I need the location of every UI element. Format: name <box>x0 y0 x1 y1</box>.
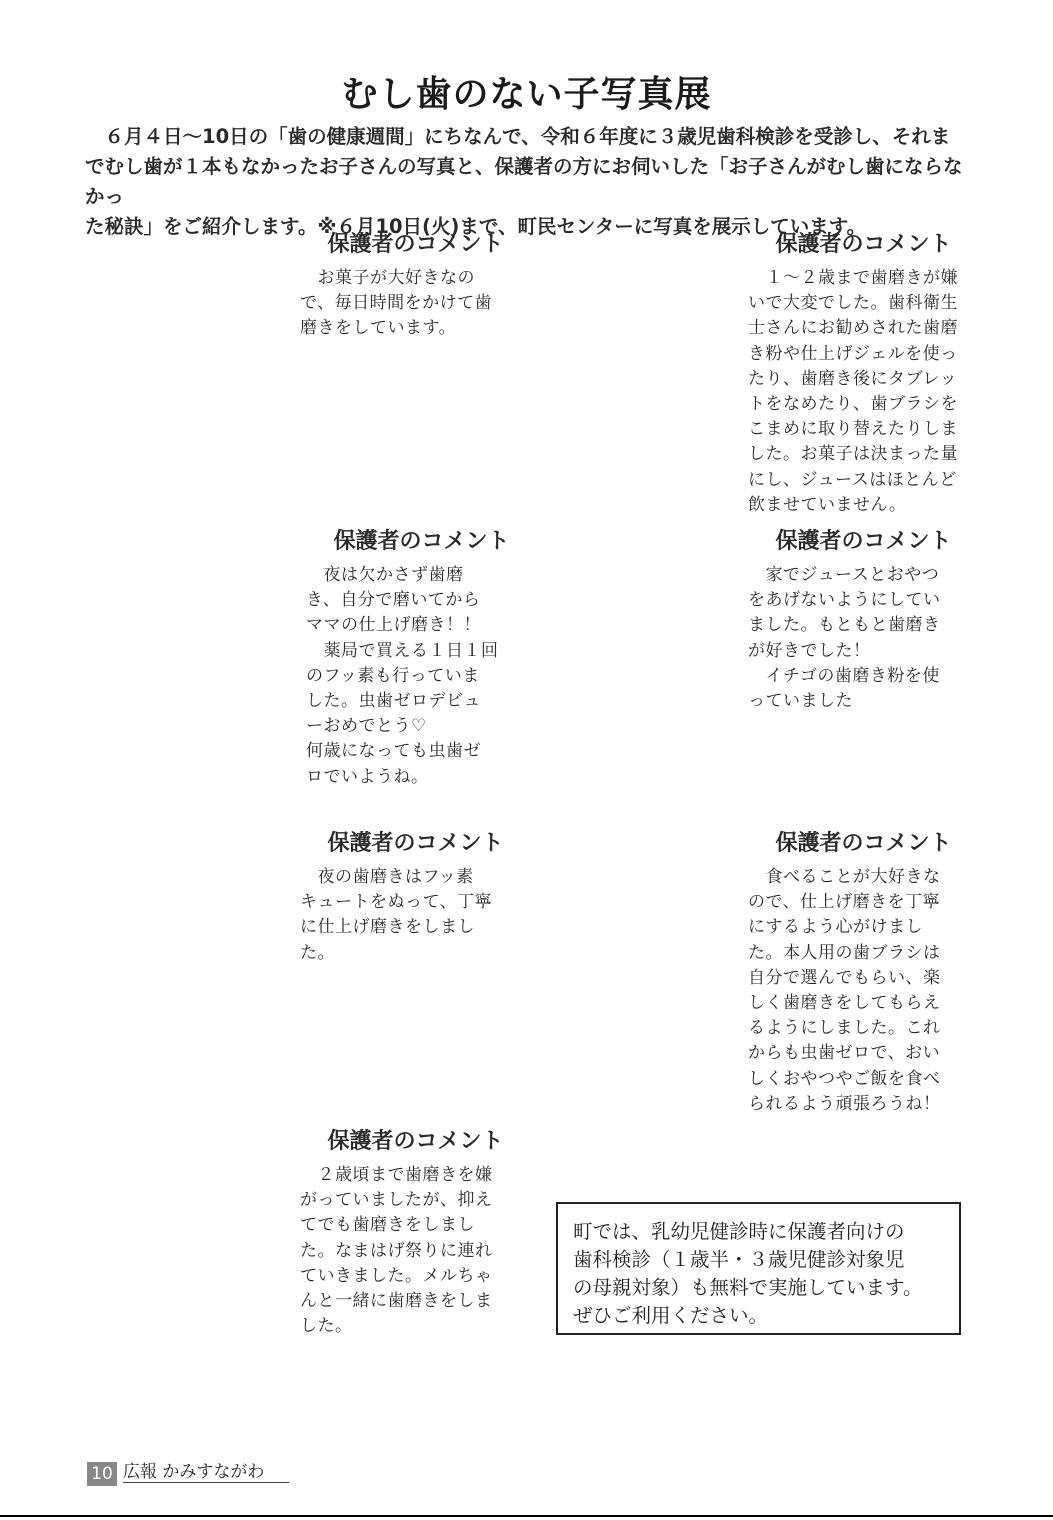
notice-line: ぜひご利用ください。 <box>573 1304 769 1327</box>
comment-line: た。なまはげ祭りに連れ <box>300 1240 493 1261</box>
bottom-divider <box>0 1515 1053 1517</box>
intro-paragraph <box>85 122 980 242</box>
comment-heading: 保護者のコメント <box>775 529 952 554</box>
comment-line: ていきました。メルちゃ <box>300 1265 493 1286</box>
comment-line: られるよう頑張ろうね！ <box>748 1093 941 1114</box>
comment-line: 自分で選んでもらい、楽 <box>748 967 941 988</box>
comment-line: お菓子が大好きなの <box>300 268 475 288</box>
comment-line: した。虫歯ゼロデビュ <box>306 691 481 712</box>
intro-line: ６月４日～10日の「歯の健康週間」にちなんで、令和６年度に３歳児歯科検診を受診し、それま <box>85 125 951 148</box>
comment-line: ママの仕上げ磨き！！ <box>306 615 481 636</box>
comment-line: イチゴの歯磨き粉を使 <box>748 665 940 686</box>
comment-line: 薬局で買える１日１回 <box>306 640 499 661</box>
comment-line: からも虫歯ゼロで、おい <box>748 1043 941 1064</box>
parent-comment-3 <box>306 527 531 790</box>
comment-line: ２歳頃まで歯磨きを嫌 <box>300 1165 493 1185</box>
comment-line: いで大変でした。歯科衛生 <box>748 293 958 314</box>
comment-line: しくおやつやご飯を食べ <box>748 1068 941 1089</box>
comment-line: が好きでした！ <box>748 640 871 661</box>
notice-box <box>556 1202 961 1335</box>
comment-line: トをなめたり、歯ブラシを <box>748 394 958 415</box>
parent-comment-5 <box>300 829 525 966</box>
comment-line: 何歳になっても虫歯ゼ <box>306 741 481 762</box>
comment-line: ロでいようね。 <box>306 766 429 787</box>
comment-line: ました。もともと歯磨き <box>748 615 941 636</box>
comment-line: っていました <box>748 691 853 712</box>
parent-comment-7 <box>300 1127 525 1339</box>
comment-line: 士さんにお勧めされた歯磨 <box>748 318 958 339</box>
comment-line: 夜は欠かさず歯磨 <box>306 565 464 585</box>
comment-heading: 保護者のコメント <box>327 1129 504 1154</box>
comment-line: 飲ませていません。 <box>748 494 907 515</box>
comment-line: １～２歳まで歯磨きが嫌 <box>748 268 958 288</box>
publication-name: 広報 かみすながわ <box>123 1462 289 1483</box>
comment-line: た。本人用の歯ブラシは <box>748 942 941 963</box>
comment-heading: 保護者のコメント <box>327 232 504 257</box>
comment-line: てでも歯磨きをしまし <box>300 1215 475 1236</box>
notice-line: の母親対象）も無料で実施しています。 <box>573 1276 923 1299</box>
comment-line: で、毎日時間をかけて歯 <box>300 293 493 314</box>
comment-line: にし、ジュースはほとんど <box>748 469 957 490</box>
comment-line: こまめに取り替えたりしま <box>748 419 958 440</box>
comment-heading: 保護者のコメント <box>775 831 952 856</box>
comment-line: 夜の歯磨きはフッ素 <box>300 867 474 887</box>
comment-heading: 保護者のコメント <box>775 232 952 257</box>
parent-comment-6 <box>748 829 973 1117</box>
comment-line: 家でジュースとおやつ <box>748 565 940 585</box>
comment-line: をあげないようにしてい <box>748 590 941 611</box>
comment-line: ーおめでとう♡ <box>306 716 427 737</box>
parent-comment-4 <box>748 527 973 714</box>
comment-line: るようにしました。これ <box>748 1018 941 1039</box>
comment-line: した。 <box>300 1316 353 1337</box>
comment-line: き、自分で磨いてから <box>306 590 481 611</box>
comment-heading: 保護者のコメント <box>327 831 504 856</box>
comment-line: した。お菓子は決まった量 <box>748 444 958 465</box>
parent-comment-2 <box>748 230 973 518</box>
comment-line: た。 <box>300 942 335 963</box>
page-number: 10 <box>87 1462 117 1486</box>
comment-line: しく歯磨きをしてもらえ <box>748 993 941 1014</box>
notice-line: 町では、乳幼児健診時に保護者向けの <box>573 1220 905 1243</box>
comment-line: に仕上げ磨きをしまし <box>300 917 475 938</box>
comment-line: キュートをぬって、丁寧 <box>300 892 493 913</box>
intro-line: た秘訣」をご紹介します。※６月10日(火)まで、町民センターに写真を展示しています。 <box>85 215 867 238</box>
comment-line: にするよう心がけまし <box>748 917 923 938</box>
comment-line: き粉や仕上げジェルを使っ <box>748 343 958 364</box>
comment-line: がっていましたが、抑え <box>300 1190 493 1211</box>
notice-line: 歯科検診（１歳半・３歳児健診対象児 <box>573 1248 905 1271</box>
comment-line: 食べることが大好きな <box>748 867 941 887</box>
page-title: むし歯のない子写真展 <box>341 74 712 115</box>
parent-comment-1 <box>300 230 525 342</box>
comment-line: のフッ素も行っていま <box>306 665 480 686</box>
intro-line: でむし歯が１本もなかったお子さんの写真と、保護者の方にお伺いした「お子さんがむし歯にならなかっ <box>85 155 963 208</box>
comment-line: ので、仕上げ磨きを丁寧 <box>748 892 941 913</box>
comment-line: んと一緒に歯磨きをしま <box>300 1291 493 1312</box>
comment-heading: 保護者のコメント <box>333 529 510 554</box>
comment-line: たり、歯磨き後にタブレッ <box>748 368 958 389</box>
comment-line: 磨きをしています。 <box>300 318 457 339</box>
